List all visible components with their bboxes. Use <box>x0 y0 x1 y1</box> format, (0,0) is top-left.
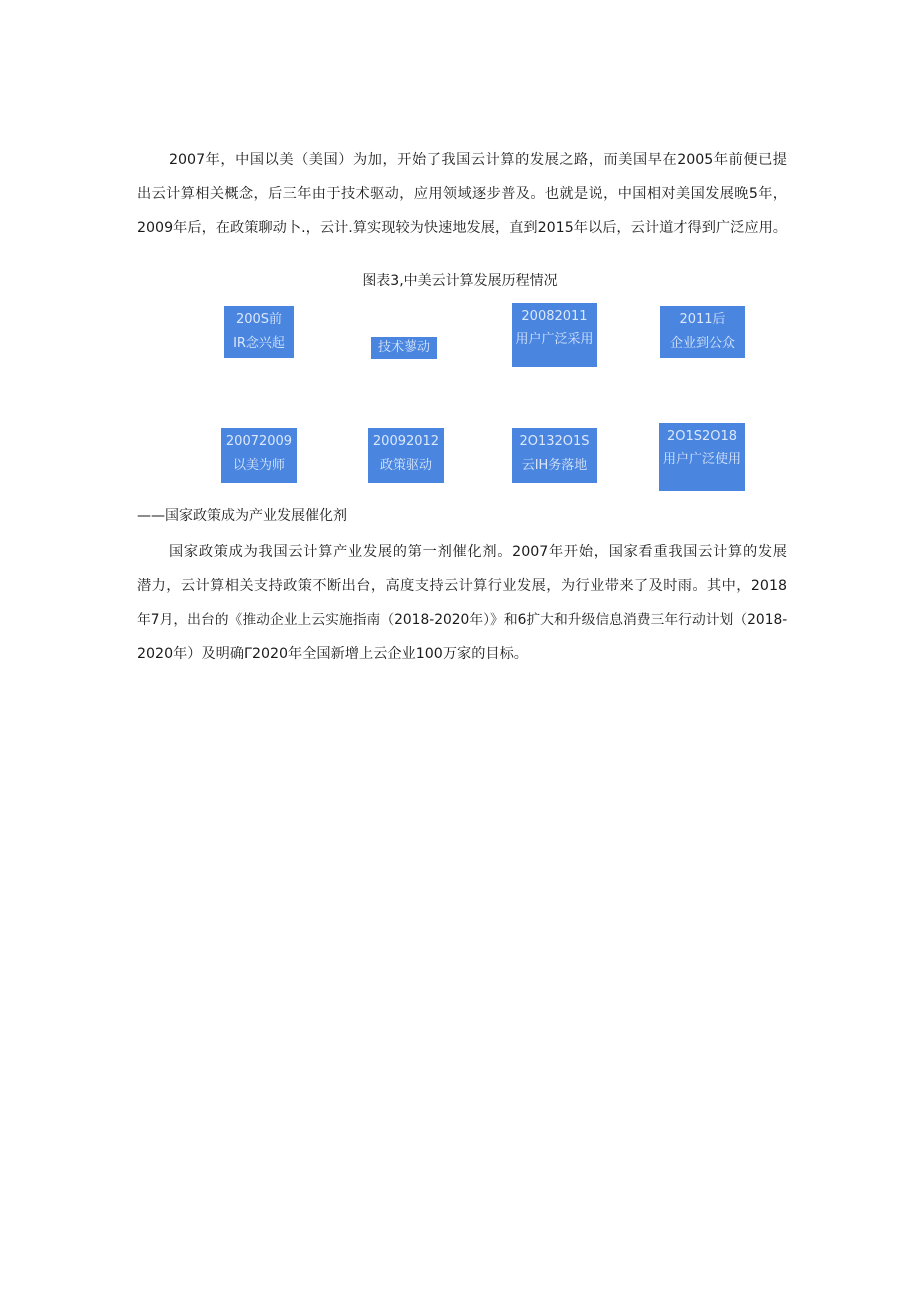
timeline-box-period: 2011后 <box>679 312 726 327</box>
paragraph-line: 2020年）及明确Γ2020年全国新增上云企业100万家的目标。 <box>137 646 528 662</box>
timeline-box-period: 20092012 <box>372 434 440 449</box>
paragraph-intro <box>137 143 787 245</box>
paragraph-line: 2009年后，在政策聊动卜.，云计.算实现较为快速地发展，直到2015年以后，云计道才得到广泛应用。 <box>137 220 787 236</box>
timeline-box-period: 20072009 <box>225 434 293 449</box>
timeline-box-label: 用户广泛使用 <box>662 452 741 467</box>
paragraph-line: 年7月，出台的《推动企业上云实施指南（2018-2020年）》和6扩大和升级信息消费三年行动计划（2018- <box>137 612 788 628</box>
timeline-box-period: 2O1S2O18 <box>666 429 738 444</box>
paragraph-line: 出云计算相关概念，后三年由于技术驱动，应用领域逐步普及。也就是说，中国相对美国发展晚5年， <box>137 186 787 202</box>
timeline-box-period: 200S前 <box>235 312 283 327</box>
figure-caption: 图表3,中美云计算发展历程情况 <box>362 273 558 289</box>
timeline-box-cn-1 <box>221 428 297 483</box>
timeline-box-us-3 <box>512 303 597 367</box>
timeline-box-period: 20082011 <box>521 309 588 324</box>
timeline-box-label: 用户广泛采用 <box>515 332 594 347</box>
section-subheading: ——国家政策成为产业发展催化剂 <box>137 508 347 524</box>
paragraph-line: 2007年，中国以美（美国）为加，开始了我国云计算的发展之路，而美国早在2005年前便已提 <box>169 152 787 168</box>
timeline-box-label: 政策驱动 <box>379 458 432 473</box>
timeline-box-us-1 <box>224 306 294 358</box>
timeline-box-period: 2O132O1S <box>519 434 590 449</box>
paragraph-line: 潜力，云计算相关支持政策不断出台，高度支持云计算行业发展，为行业带来了及时雨。其中，2018 <box>137 578 787 594</box>
timeline-box-cn-3 <box>512 428 597 483</box>
timeline-box-us-4 <box>660 306 745 358</box>
paragraph-line: 国家政策成为我国云计算产业发展的第一剂催化剂。2007年开始，国家看重我国云计算的发展 <box>169 544 787 560</box>
timeline-box-label: 企业到公众 <box>669 336 735 351</box>
timeline-box-label: IR念兴起 <box>233 336 285 351</box>
timeline-box-us-2 <box>371 337 437 359</box>
paragraph-policy <box>137 535 787 671</box>
timeline-box-label: 云IH务落地 <box>521 458 588 473</box>
timeline-box-label: 技术蓼动 <box>377 340 430 355</box>
timeline-box-cn-4 <box>659 423 745 491</box>
timeline-box-cn-2 <box>368 428 444 483</box>
timeline-box-label: 以美为师 <box>232 458 285 473</box>
